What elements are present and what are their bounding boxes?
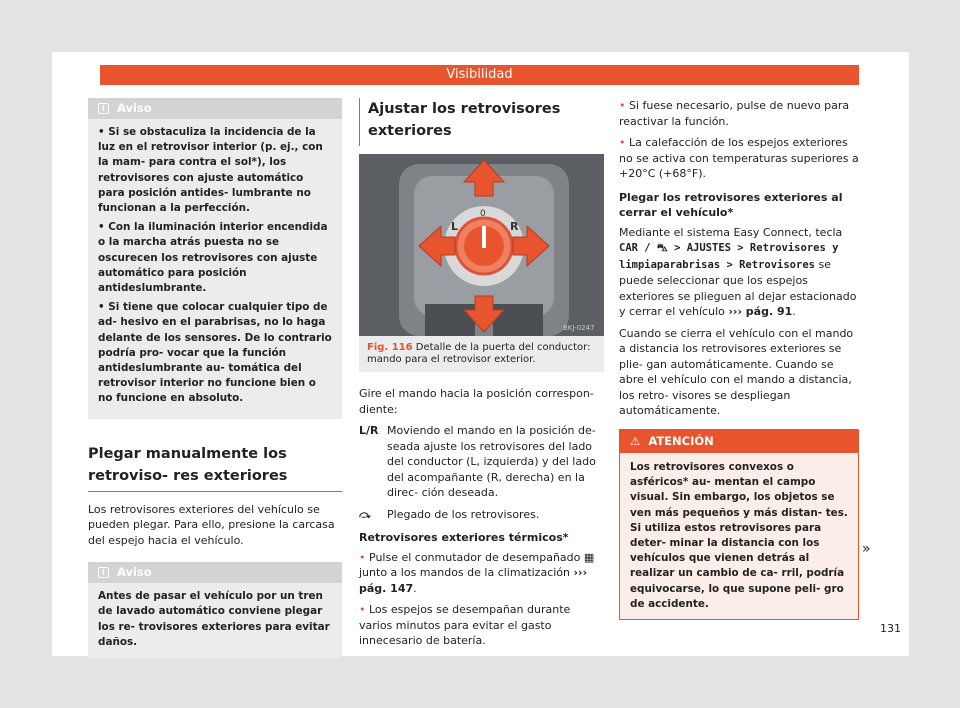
section-title-plegar: Plegar manualmente los retroviso- res exteriores [88,443,342,492]
column-1 [88,98,342,658]
info-icon: i [98,103,109,114]
aviso-box-1 [88,98,342,419]
aviso-item: • Si se obstaculiza la incidencia de la luz en el retrovisor interior (p. ej., con la mam- para contra el sol*), los retrovisores con ajuste automático para posición antides- lumbrante no funcionan a la perfección. [98,126,323,215]
aviso-box-2 [88,562,342,658]
intro-text: Gire el mando hacia la posición correspon- diente: [359,387,594,416]
aviso-body-2: Antes de pasar el vehículo por un tren de lavado automático conviene plegar los re- trovisores exteriores para evitar daños. [98,590,330,648]
definition-fold [359,507,604,523]
knob-label-top: 0 [480,209,486,219]
thermal-bullet-2: • Los espejos se desempañan durante varios minutos para evitar el gasto innecesario de batería. [359,603,571,647]
aviso-header-2 [88,562,342,583]
definition-lr [359,423,604,501]
definition-text: Moviendo el mando en la posición de- seada ajuste los retrovisores del lado del conductor (L, izquierda) y del lado del acompañante (R, derecha) en la direc- ción deseada. [387,424,596,499]
warning-header [620,430,858,454]
fold-paragraph-2: Cuando se cierra el vehículo con el mando a distancia los retrovisores exteriores se plie- gan automáticamente. Cuando se abre el vehículo con el mando a distancia, los retro- visores se despliegan automáticamente. [619,326,854,417]
continue-mark: » [862,541,871,557]
knob-label-left: L [451,220,459,233]
figure-caption [359,336,604,372]
aviso-item: • Con la iluminación interior encendida o la marcha atrás puesta no se oscurecen los retrovisores con ajuste automático para posición antideslumbrante. [98,221,328,295]
defrost-icon: ▦ [583,550,595,564]
figure-mirror-control [359,154,604,336]
mirror-control-illustration [359,154,604,336]
page-number: 131 [880,622,901,635]
figure-code: BKJ-0247 [563,324,595,332]
column-2 [359,98,604,655]
fold-icon: ⤼ [359,507,371,521]
definition-key: L/R [359,424,379,437]
thermal-title: Retrovisores exteriores térmicos* [359,531,569,544]
figure-caption-text: Detalle de la puerta del conductor: mando para el retrovisor exterior. [367,342,591,365]
aviso-body-1 [88,119,342,419]
aviso-item: • Si tiene que colocar cualquier tipo de ad- hesivo en el parabrisas, no lo haga delante de los sensores. De lo contrario podría pro- vocar que la función antideslumbrante au- tomática del retrovisor interior no funcione bien o no funcione en absoluto. [98,301,332,405]
fold-title: Plegar los retrovisores exteriores al cerrar el vehículo* [619,190,843,219]
aviso-title-1: Aviso [117,100,152,115]
page-ref: ››› pág. 91 [728,305,793,318]
aviso-header-1 [88,98,342,119]
knob-label-right: R [510,220,519,233]
warning-title: ATENCIÓN [648,433,714,448]
paragraph-plegar: Los retrovisores exteriores del vehículo se pueden plegar. Para ello, presione la carcasa del espejo hacia el vehículo. [88,502,335,547]
warning-body: Los retrovisores convexos o asféricos* au- mentan el campo visual. Sin embargo, los objetos se ven más pequeños y más distan- tes. Si utiliza estos retrovisores para deter- minar la distancia con los vehículos que vienen detrás al realizar un cambio de ca- rril, podría equivocarse, lo que supone peli- gro de accidente. [630,461,848,610]
page-header: Visibilidad [100,65,859,85]
warning-box [619,429,859,621]
info-icon: i [98,567,109,578]
figure-number: Fig. 116 [367,342,413,353]
definition-text: Plegado de los retrovisores. [387,507,540,521]
fold-paragraph-1: Mediante el sistema Easy Connect, tecla CAR / ⛍ > AJUSTES > Retrovisores y limpiaparabrisas > Retrovisores se puede seleccionar que los espejos exteriores se plieguen al dejar estacionado y cerrar el vehículo ››› pág. 91. [619,225,857,318]
bullet-calefaccion: • La calefacción de los espejos exteriores no se activa con temperaturas superiores a +20°C (+68°F). [619,136,859,180]
page-ref: ››› pág. 147 [359,566,588,595]
aviso-title-2: Aviso [117,564,152,579]
column-3 [619,98,859,620]
bullet-reactivar: • Si fuese necesario, pulse de nuevo para reactivar la función. [619,99,850,128]
thermal-bullet-1: • Pulse el conmutador de desempañado ▦ junto a los mandos de la climatización ››› pág. 147. [359,550,595,595]
menu-path: CAR / ⛍ > AJUSTES > Retrovisores y limpiaparabrisas > Retrovisores [619,242,839,271]
warning-icon: ⚠ [630,433,641,448]
section-title-ajustar: Ajustar los retrovisores exteriores [359,98,604,146]
